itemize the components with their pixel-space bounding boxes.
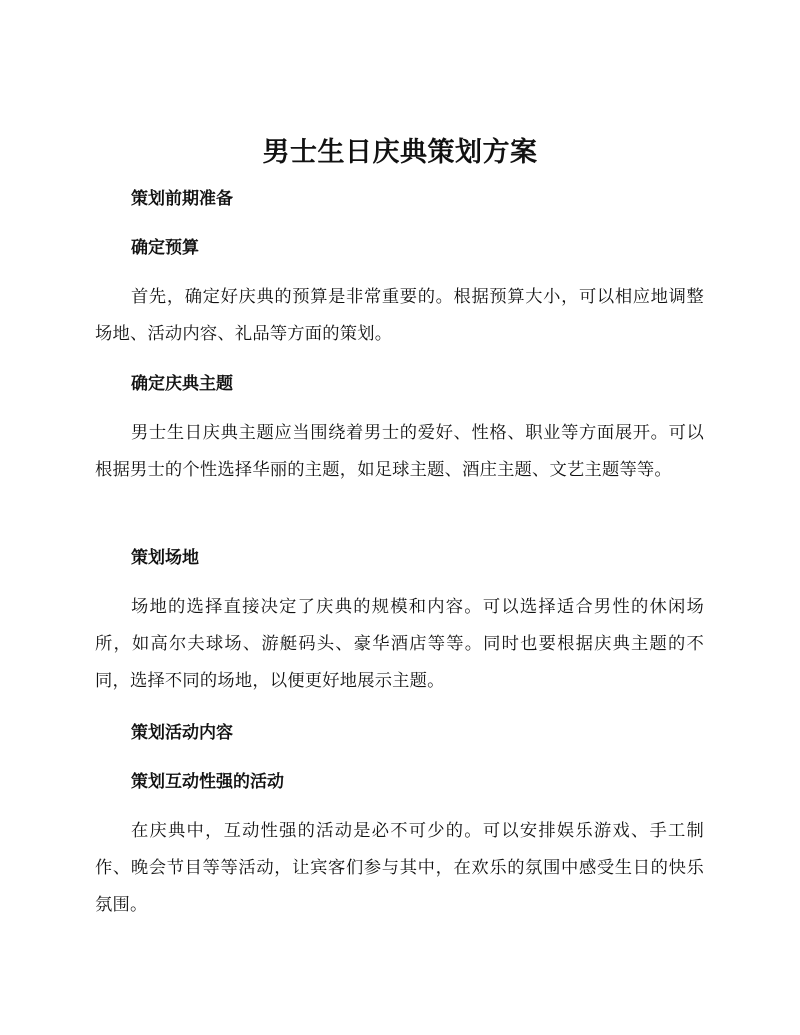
section-heading-activities: 策划活动内容 [131, 723, 233, 743]
section-heading-venue: 策划场地 [131, 548, 199, 568]
section-heading-interactive: 策划互动性强的活动 [131, 772, 284, 792]
document-title: 男士生日庆典策划方案 [262, 137, 538, 168]
paragraph-venue: 场地的选择直接决定了庆典的规模和内容。可以选择适合男性的休闲场所，如高尔夫球场、游艇码头、豪华酒店等等。同时也要根据庆典主题的不同，选择不同的场地，以便更好地展示主题。 [95, 597, 704, 691]
section-heading-preparation: 策划前期准备 [131, 189, 233, 209]
paragraph-theme: 男士生日庆典主题应当围绕着男士的爱好、性格、职业等方面展开。可以根据男士的个性选择华丽的主题，如足球主题、酒庄主题、文艺主题等等。 [95, 423, 704, 480]
paragraph-interactive: 在庆典中，互动性强的活动是必不可少的。可以安排娱乐游戏、手工制作、晚会节目等等活动，让宾客们参与其中，在欢乐的氛围中感受生日的快乐氛围。 [95, 821, 704, 915]
section-heading-budget: 确定预算 [131, 238, 199, 258]
section-heading-theme: 确定庆典主题 [131, 374, 233, 394]
paragraph-budget: 首先，确定好庆典的预算是非常重要的。根据预算大小，可以相应地调整场地、活动内容、礼品等方面的策划。 [95, 287, 704, 344]
